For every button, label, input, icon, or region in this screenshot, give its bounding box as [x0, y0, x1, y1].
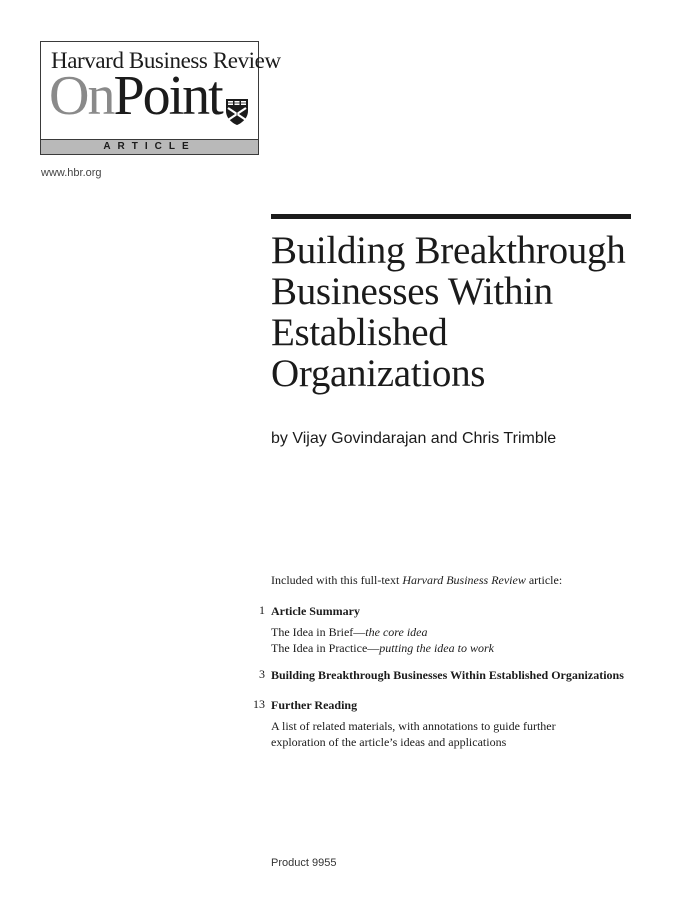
- title-rule: [271, 214, 631, 219]
- contents-item-line: The Idea in Brief—the core idea: [271, 625, 428, 639]
- logo-on: On: [49, 65, 114, 127]
- contents-item-heading: Building Breakthrough Businesses Within Established Organizations: [271, 668, 624, 682]
- contents-page-number: 13: [253, 697, 265, 711]
- title-line: Organizations: [271, 352, 486, 395]
- contents-item-line: The Idea in Practice—putting the idea to work: [271, 641, 494, 655]
- product-number: Product 9955: [271, 857, 337, 869]
- title-line: Building Breakthrough: [271, 229, 626, 272]
- title-line: Established: [271, 311, 448, 354]
- logo-onpoint-wordmark: [49, 65, 222, 127]
- contents-intro: [271, 573, 562, 588]
- logo-article-band: ARTICLE: [41, 139, 258, 154]
- article-authors: by Vijay Govindarajan and Chris Trimble: [271, 430, 557, 447]
- article-title: [271, 230, 681, 394]
- website-url: www.hbr.org: [41, 167, 102, 179]
- contents-page-number: 1: [259, 603, 265, 617]
- title-line: Businesses Within: [271, 270, 553, 313]
- contents-item-heading: Article Summary: [271, 604, 360, 618]
- hbr-onpoint-logo: [40, 41, 281, 155]
- contents-item-line: exploration of the article’s ideas and applications: [271, 735, 507, 749]
- logo-point: Point: [113, 65, 222, 127]
- contents-page-number: 3: [259, 667, 265, 681]
- harvard-veritas-shield-icon: [225, 98, 249, 126]
- contents-item-line: A list of related materials, with annotations to guide further: [271, 719, 556, 733]
- intro-prefix: Included with this full-text: [271, 573, 403, 587]
- intro-publication: Harvard Business Review: [402, 573, 526, 587]
- intro-suffix: article:: [525, 573, 563, 587]
- logo-publication-name: Harvard Business Review: [51, 48, 281, 73]
- contents-item-heading: Further Reading: [271, 698, 358, 712]
